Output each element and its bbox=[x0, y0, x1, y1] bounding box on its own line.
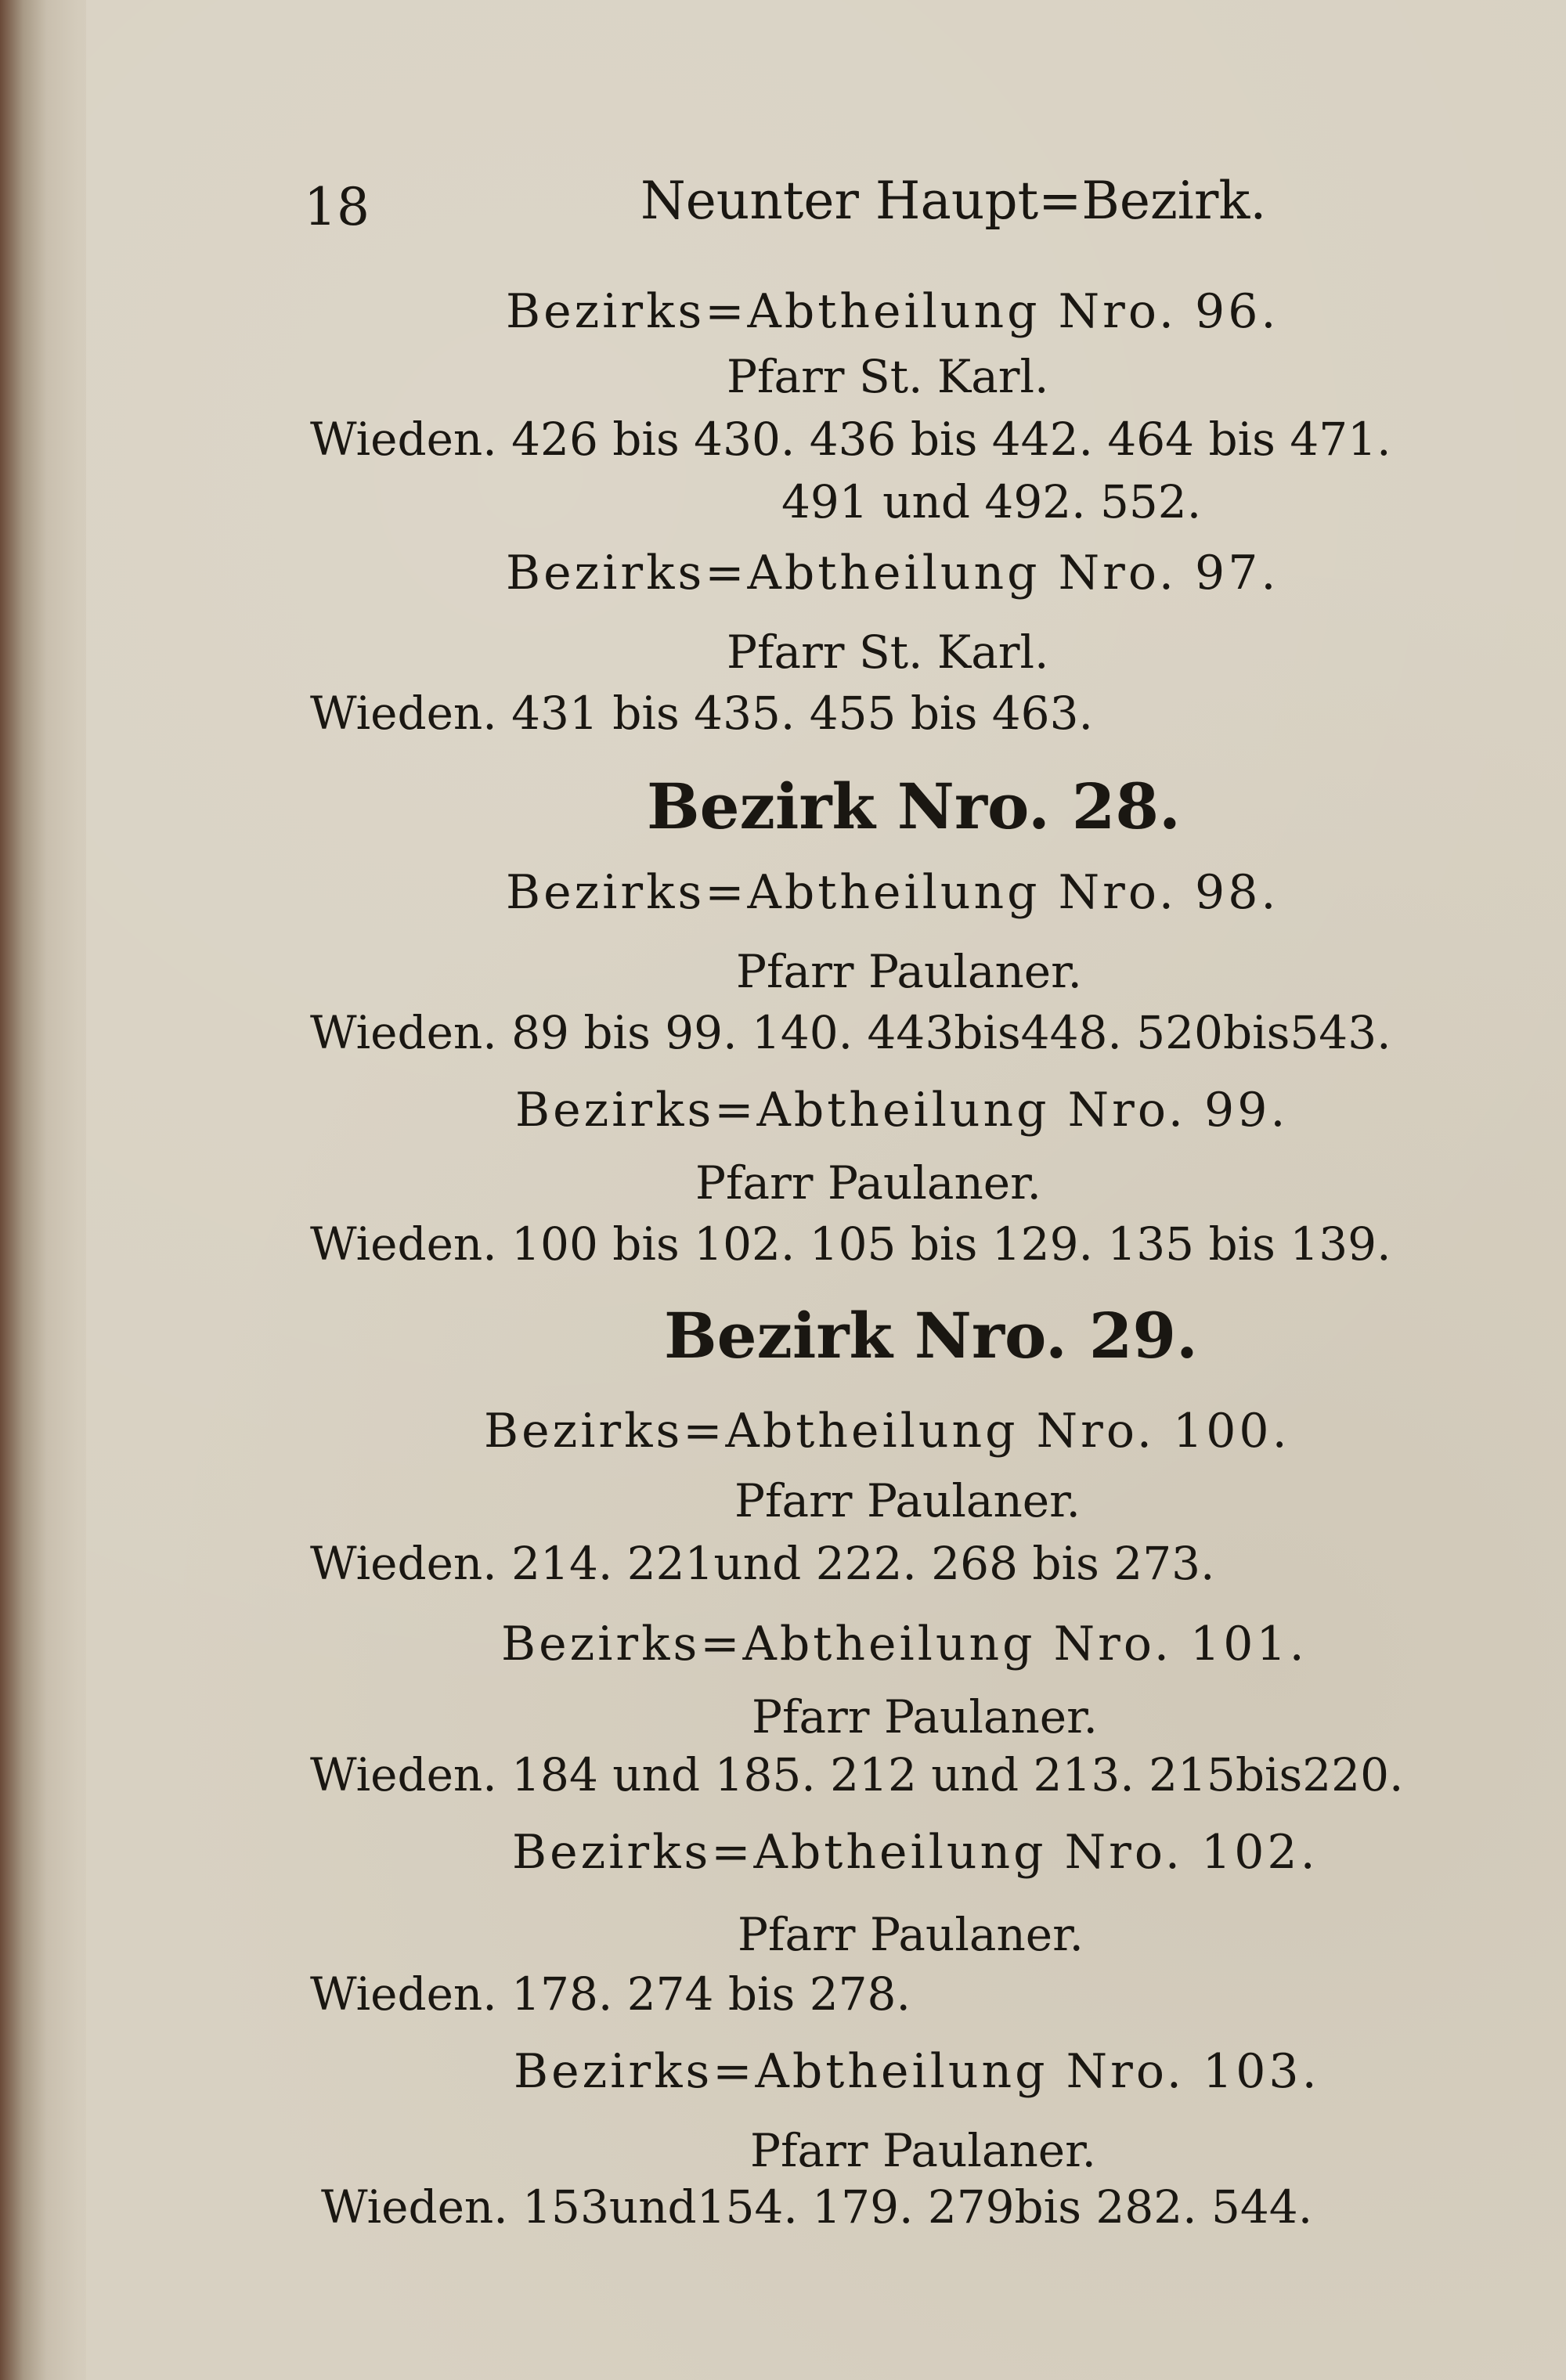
pfarr-line: Pfarr Paulaner. bbox=[738, 1908, 1084, 1961]
pfarr-line: Pfarr St. Karl. bbox=[727, 350, 1049, 403]
wieden-line: Wieden. 153und154. 179. 279bis 282. 544. bbox=[321, 2180, 1313, 2234]
wieden-line: Wieden. 178. 274 bis 278. bbox=[310, 1967, 911, 2021]
abtheilung-heading: Bezirks=Abtheilung Nro. 102. bbox=[512, 1825, 1319, 1880]
pfarr-line: Pfarr St. Karl. bbox=[727, 626, 1049, 679]
pfarr-line: Pfarr Paulaner. bbox=[695, 1156, 1041, 1210]
abtheilung-heading: Bezirks=Abtheilung Nro. 101. bbox=[501, 1617, 1308, 1671]
abtheilung-heading: Bezirks=Abtheilung Nro. 100. bbox=[484, 1404, 1290, 1459]
running-title: Neunter Haupt=Bezirk. bbox=[640, 171, 1267, 231]
bezirk-heading: Bezirk Nro. 29. bbox=[664, 1299, 1198, 1372]
pfarr-line: Pfarr Paulaner. bbox=[750, 2124, 1096, 2177]
abtheilung-heading: Bezirks=Abtheilung Nro. 103. bbox=[514, 2044, 1320, 2099]
wieden-continuation: 491 und 492. 552. bbox=[781, 475, 1202, 528]
page-number: 18 bbox=[304, 177, 370, 237]
wieden-line: Wieden. 184 und 185. 212 und 213. 215bis220. bbox=[310, 1748, 1404, 1801]
abtheilung-heading: Bezirks=Abtheilung Nro. 98. bbox=[506, 865, 1279, 920]
bezirk-heading: Bezirk Nro. 28. bbox=[647, 770, 1181, 843]
pfarr-line: Pfarr Paulaner. bbox=[734, 1474, 1081, 1527]
abtheilung-heading: Bezirks=Abtheilung Nro. 99. bbox=[515, 1083, 1289, 1138]
wieden-line: Wieden. 89 bis 99. 140. 443bis448. 520bis543. bbox=[310, 1006, 1391, 1059]
abtheilung-heading: Bezirks=Abtheilung Nro. 96. bbox=[506, 284, 1279, 339]
wieden-line: Wieden. 426 bis 430. 436 bis 442. 464 bis 471. bbox=[310, 413, 1391, 466]
pfarr-line: Pfarr Paulaner. bbox=[736, 945, 1082, 998]
abtheilung-heading: Bezirks=Abtheilung Nro. 97. bbox=[506, 546, 1279, 600]
wieden-line: Wieden. 431 bis 435. 455 bis 463. bbox=[310, 687, 1093, 740]
pfarr-line: Pfarr Paulaner. bbox=[752, 1690, 1098, 1744]
wieden-line: Wieden. 214. 221und 222. 268 bis 273. bbox=[310, 1537, 1215, 1590]
wieden-line: Wieden. 100 bis 102. 105 bis 129. 135 bis 139. bbox=[310, 1217, 1391, 1271]
